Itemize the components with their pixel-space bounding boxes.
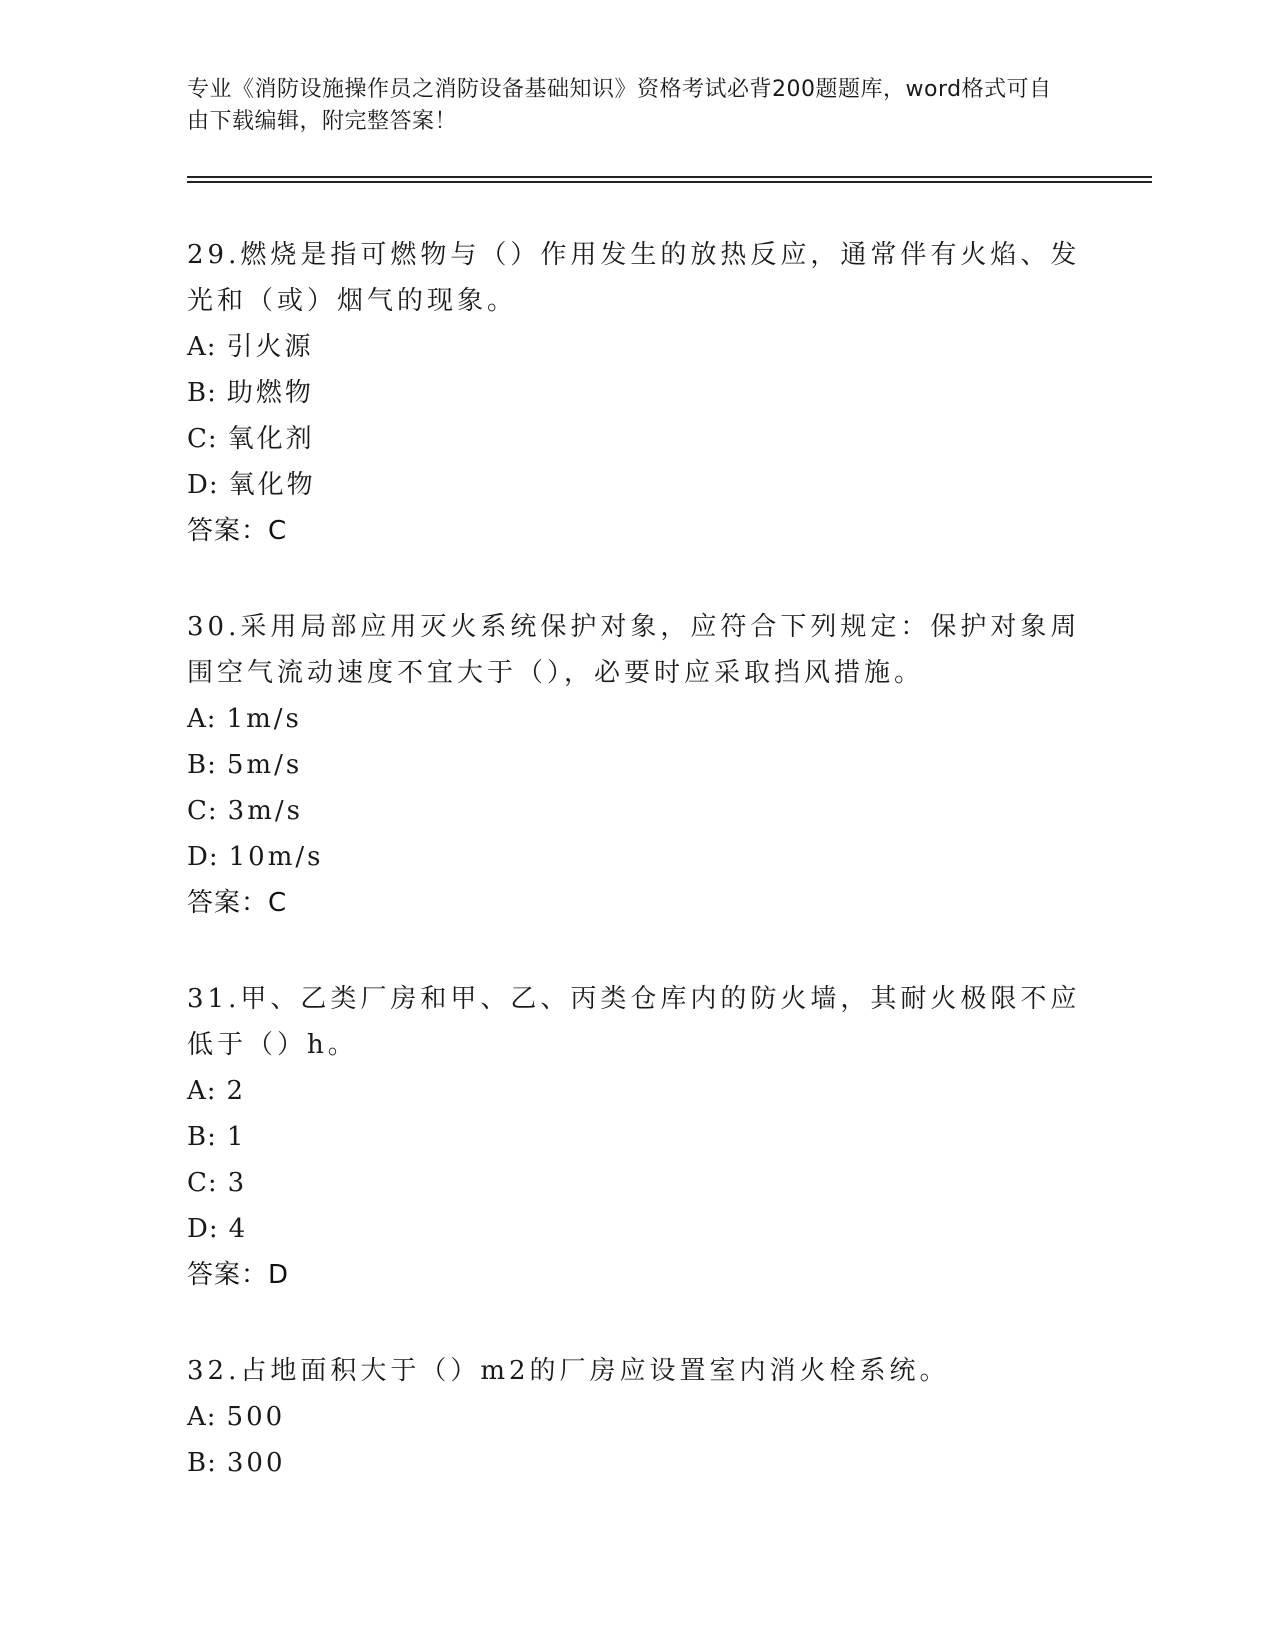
answer-label: 答案：C (187, 888, 288, 918)
option-letter: C: (187, 796, 218, 826)
option-letter: D: (187, 1214, 219, 1244)
option-b (187, 1114, 1087, 1160)
question-list (187, 232, 1087, 1536)
option-text: 10m/s (228, 842, 324, 872)
option-c (187, 1160, 1087, 1206)
option-text: 500 (226, 1402, 286, 1432)
option-letter: C: (187, 1168, 218, 1198)
option-c (187, 788, 1087, 834)
header-divider-line (187, 176, 1152, 178)
option-c (187, 416, 1087, 462)
option-a (187, 324, 1087, 370)
option-text: 3 (227, 1168, 248, 1198)
header-divider-line-2 (187, 181, 1152, 183)
option-a (187, 1394, 1087, 1440)
option-letter: D: (187, 470, 219, 500)
option-letter: B: (187, 1122, 217, 1152)
option-text: 引火源 (226, 332, 314, 362)
option-text: 2 (226, 1076, 247, 1106)
option-text: 助燃物 (226, 378, 314, 408)
option-b (187, 370, 1087, 416)
option-text: 1 (226, 1122, 247, 1152)
option-letter: A: (187, 332, 217, 362)
question-text: 31.甲、乙类厂房和甲、乙、丙类仓库内的防火墙，其耐火极限不应低于（）h。 (187, 984, 1081, 1060)
option-letter: A: (187, 704, 217, 734)
option-letter: B: (187, 1448, 217, 1478)
option-letter: C: (187, 424, 218, 454)
question-text: 32.占地面积大于（）m2的厂房应设置室内消火栓系统。 (187, 1356, 950, 1386)
option-d (187, 834, 1087, 880)
question-text: 29.燃烧是指可燃物与（）作用发生的放热反应，通常伴有火焰、发光和（或）烟气的现象。 (187, 240, 1081, 316)
option-d (187, 462, 1087, 508)
option-letter: B: (187, 750, 217, 780)
option-text: 5m/s (226, 750, 303, 780)
option-text: 4 (228, 1214, 249, 1244)
answer-label: 答案：C (187, 516, 288, 546)
option-letter: A: (187, 1402, 217, 1432)
option-a (187, 1068, 1087, 1114)
option-letter: D: (187, 842, 219, 872)
option-b (187, 742, 1087, 788)
option-text: 3m/s (227, 796, 303, 826)
question-32 (187, 1348, 1087, 1486)
option-letter: B: (187, 378, 217, 408)
option-text: 氧化物 (228, 470, 316, 500)
option-text: 1m/s (226, 704, 302, 734)
question-30 (187, 604, 1087, 926)
document-header: 专业《消防设施操作员之消防设备基础知识》资格考试必背200题题库，word格式可自由下载编辑，附完整答案！ (187, 77, 1052, 134)
question-29 (187, 232, 1087, 554)
option-b (187, 1440, 1087, 1486)
option-text: 氧化剂 (227, 424, 315, 454)
question-text: 30.采用局部应用灭火系统保护对象，应符合下列规定：保护对象周围空气流动速度不宜大于（），必要时应采取挡风措施。 (187, 612, 1081, 688)
answer-label: 答案：D (187, 1260, 290, 1290)
option-a (187, 696, 1087, 742)
option-text: 300 (226, 1448, 286, 1478)
option-d (187, 1206, 1087, 1252)
question-31 (187, 976, 1087, 1298)
option-letter: A: (187, 1076, 217, 1106)
